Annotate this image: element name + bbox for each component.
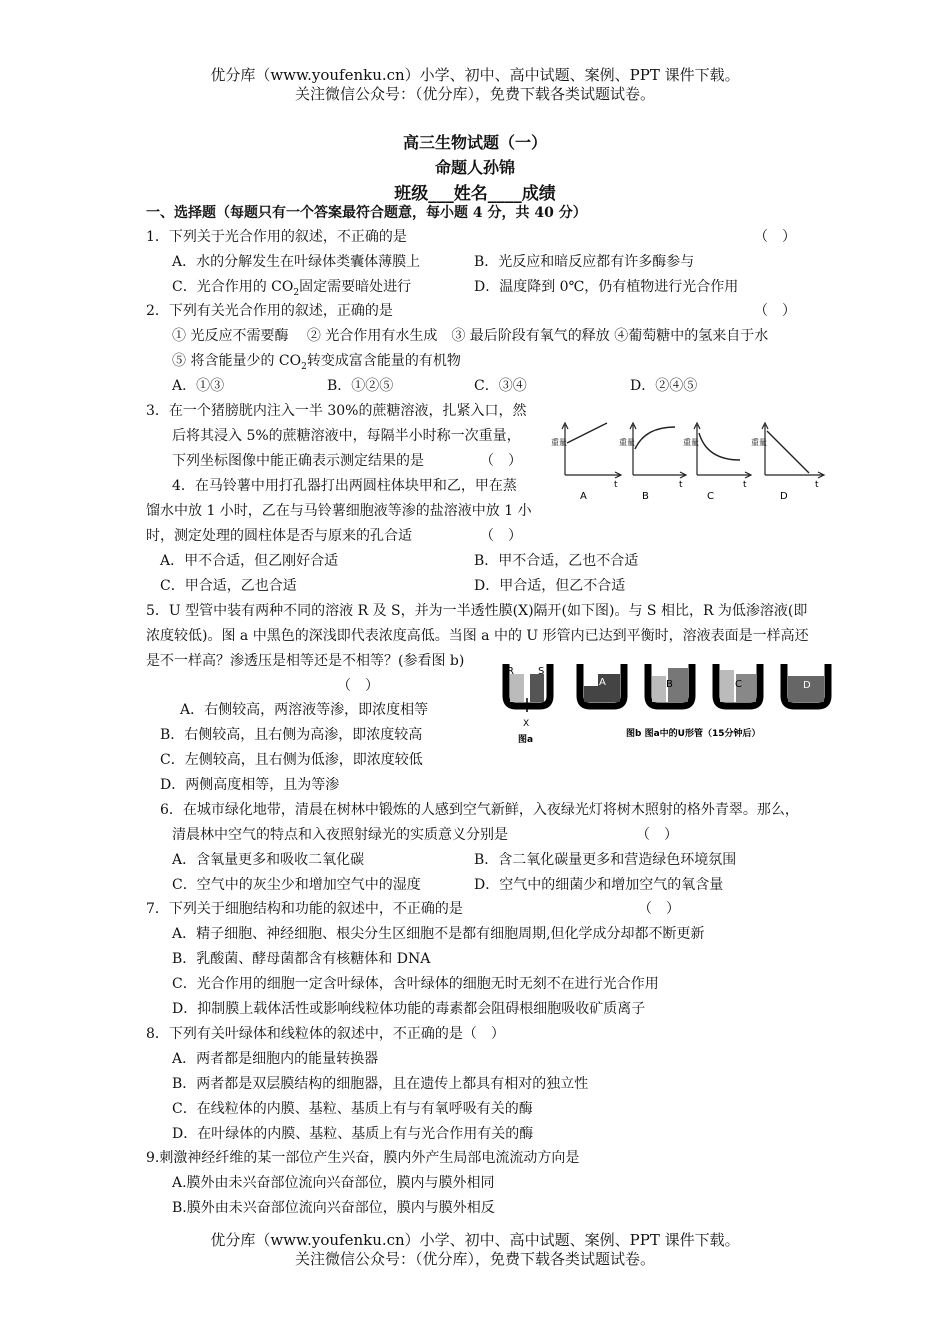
q8-option-c: C．在线粒体的内膜、基粒、基质上有与有氧呼吸有关的酶: [172, 1101, 533, 1117]
u-tube-b-d: [784, 664, 828, 706]
q9-stem: 9.刺激神经纤维的某一部位产生兴奋，膜内外产生局部电流流动方向是: [146, 1150, 580, 1166]
q2-option-c: C．③④: [474, 378, 527, 394]
fig-label-s: S: [538, 666, 545, 677]
graph-c-label: C: [707, 491, 714, 502]
q7-option-d: D．抑制膜上载体活性或影响线粒体功能的毒素都会阻碍根细胞吸收矿质离子: [172, 1001, 646, 1017]
q4-option-c: C．甲合适，乙也合适: [160, 578, 297, 594]
q8-stem: 8．下列有关叶绿体和线粒体的叙述中，不正确的是（ ）: [146, 1026, 505, 1042]
q7-option-a: A．精子细胞、神经细胞、根尖分生区细胞不是都有细胞周期,但化学成分却都不断更新: [172, 926, 705, 942]
tube-label-c: C: [735, 679, 742, 690]
q2-option-b: B．①②⑤: [327, 378, 394, 394]
q5-line-3: 是不一样高？渗透压是相等还是不相等？(参看图 b): [146, 653, 465, 669]
graph-b-ylabel: 重量: [619, 438, 635, 447]
q6-line-2: 清晨林中空气的特点和入夜照射绿光的实质意义分别是: [172, 827, 508, 843]
q8-option-a: A．两者都是细胞内的能量转换器: [172, 1051, 379, 1067]
q3-line-2: 后将其浸入 5%的蔗糖溶液中，每隔半小时称一次重量，: [172, 428, 521, 444]
tube-label-d: D: [803, 680, 811, 691]
q6-option-b: B．含二氧化碳量更多和营造绿色环境氛围: [474, 852, 737, 868]
section-heading: 一、选择题（每题只有一个答案最符合题意，每小题 4 分，共 40 分）: [146, 205, 587, 221]
q3-line-3: 下列坐标图像中能正确表示测定结果的是: [172, 453, 424, 469]
header-line-1: 优分库（www.youfenku.cn）小学、初中、高中试题、案例、PPT 课件下载。: [210, 66, 740, 84]
exam-author: 命题人孙锦: [434, 158, 515, 177]
q7-stem: 7．下列关于细胞结构和功能的叙述中，不正确的是: [146, 901, 463, 917]
q2-items-line-1: ① 光反应不需要酶 ② 光合作用有水生成 ③ 最后阶段有氧气的释放 ④葡萄糖中的氢来自于水: [172, 328, 769, 344]
q4-line-3: 时，测定处理的圆柱体是否与原来的孔合适: [146, 528, 412, 544]
q4-option-b: B．甲不合适，乙也不合适: [474, 553, 639, 569]
q2-option-d: D．②④⑤: [630, 378, 698, 394]
graph-b-xlabel: t: [679, 480, 683, 490]
q7-option-b: B．乳酸菌、酵母菌都含有核糖体和 DNA: [172, 951, 431, 967]
fig-b-caption: 图b 图a中的U形管（15分钟后）: [626, 729, 761, 739]
u-tube-b-a: [580, 664, 624, 706]
q2-stem: 2．下列有关光合作用的叙述，正确的是: [146, 303, 393, 319]
q5-option-a: A．右侧较高，两溶液等渗，即浓度相等: [180, 702, 429, 718]
q8-option-d: D．在叶绿体的内膜、基粒、基质上有与光合作用有关的酶: [172, 1126, 534, 1142]
q4-option-d: D．甲合适，但乙不合适: [474, 578, 626, 594]
q4-answer-paren: （ ）: [480, 528, 522, 544]
q5-u-tube-figure: [498, 660, 843, 750]
q5-line-1: 5．U 型管中装有两种不同的溶液 R 及 S，并为一半透性膜(X)隔开(如下图)。与 S 相比，R 为低渗溶液(即: [146, 603, 808, 619]
graph-c-xlabel: t: [743, 480, 747, 490]
fig-label-r: R: [507, 666, 514, 677]
graph-d-xlabel: t: [815, 480, 819, 490]
q1-option-d: D．温度降到 0℃，仍有植物进行光合作用: [474, 279, 739, 295]
footer-line-2: 关注微信公众号：（优分库），免费下载各类试题试卷。: [294, 1250, 655, 1268]
exam-title: 高三生物试题（一）: [402, 133, 547, 152]
u-tube-b-b: [648, 664, 692, 706]
q6-option-d: D．空气中的细菌少和增加空气的氧含量: [474, 877, 724, 893]
graph-d-ylabel: 重量: [751, 438, 767, 447]
graph-a-ylabel: 重量: [551, 438, 567, 447]
q1-stem: 1．下列关于光合作用的叙述，不正确的是: [146, 229, 407, 245]
q5-answer-paren: （ ）: [337, 678, 379, 694]
graph-a-xlabel: t: [614, 480, 618, 490]
q3-weight-graphs: [545, 415, 830, 510]
q3-answer-paren: （ ）: [480, 453, 522, 469]
header-line-2: 关注微信公众号：（优分库），免费下载各类试题试卷。: [294, 85, 655, 103]
q4-line-1: 4．在马铃薯中用打孔器打出两圆柱体块甲和乙，甲在蒸: [172, 478, 517, 494]
graph-d-label: D: [780, 491, 788, 502]
fig-label-x: X: [523, 719, 530, 729]
q7-option-c: C．光合作用的细胞一定含叶绿体，含叶绿体的细胞无时无刻不在进行光合作用: [172, 976, 659, 992]
q1-option-a: A．水的分解发生在叶绿体类囊体薄膜上: [172, 254, 421, 270]
graph-a-label: A: [580, 491, 587, 502]
tube-label-a: A: [599, 677, 606, 688]
exam-fields: 班级___姓名____成绩: [394, 184, 556, 204]
footer-line-1: 优分库（www.youfenku.cn）小学、初中、高中试题、案例、PPT 课件下载。: [210, 1231, 740, 1249]
q5-option-c: C．左侧较高，且右侧为低渗，即浓度较低: [160, 752, 423, 768]
u-tube-figure-a: [506, 664, 550, 745]
q2-answer-paren: （ ）: [754, 303, 796, 319]
q1-answer-paren: （ ）: [754, 229, 796, 245]
q5-line-2: 浓度较低)。图 a 中黑色的深浅即代表浓度高低。当图 a 中的 U 形管内已达到平衡时，溶液表面是一样高还: [146, 628, 809, 644]
q4-option-a: A．甲不合适，但乙刚好合适: [160, 553, 339, 569]
q6-line-1: 6．在城市绿化地带，清晨在树林中锻炼的人感到空气新鲜，入夜绿光灯将树木照射的格外青翠。那么，: [160, 802, 799, 818]
q3-graph-a: [551, 423, 621, 502]
q6-answer-paren: （ ）: [636, 827, 678, 843]
q2-items-line-2: ⑤ 将含能量少的 $CO_2$转变成富含能量的有机物: [172, 353, 461, 372]
q6-option-a: A．含氧量更多和吸收二氧化碳: [172, 852, 365, 868]
graph-c-ylabel: 重量: [683, 438, 699, 447]
u-tube-b-c: [716, 664, 760, 706]
q6-option-c: C．空气中的灰尘少和增加空气中的湿度: [172, 877, 421, 893]
q1-option-c: C．光合作用的 $CO_2$固定需要暗处进行: [172, 279, 412, 298]
q2-option-a: A．①③: [172, 378, 225, 394]
q3-graph-d: [751, 423, 824, 502]
q7-answer-paren: （ ）: [638, 901, 680, 917]
q5-option-b: B．右侧较高，且右侧为高渗，即浓度较高: [160, 727, 423, 743]
fig-a-caption: 图a: [518, 735, 534, 745]
q8-option-b: B．两者都是双层膜结构的细胞器，且在遗传上都具有相对的独立性: [172, 1076, 589, 1092]
q3-graph-c: [683, 423, 751, 502]
q3-line-1: 3．在一个猪膀胱内注入一半 30%的蔗糖溶液，扎紧入口，然: [146, 403, 527, 419]
q1-option-b: B．光反应和暗反应都有许多酶参与: [474, 254, 695, 270]
q9-option-b: B.膜外由未兴奋部位流向兴奋部位，膜内与膜外相反: [172, 1200, 495, 1216]
graph-b-label: B: [642, 491, 649, 502]
q3-graph-b: [619, 423, 686, 502]
q9-option-a: A.膜外由未兴奋部位流向兴奋部位，膜内与膜外相同: [172, 1175, 495, 1191]
tube-label-b: B: [666, 679, 673, 690]
q4-line-2: 馏水中放 1 小时，乙在与马铃薯细胞液等渗的盐溶液中放 1 小: [146, 503, 532, 519]
q5-option-d: D．两侧高度相等，且为等渗: [160, 777, 340, 793]
